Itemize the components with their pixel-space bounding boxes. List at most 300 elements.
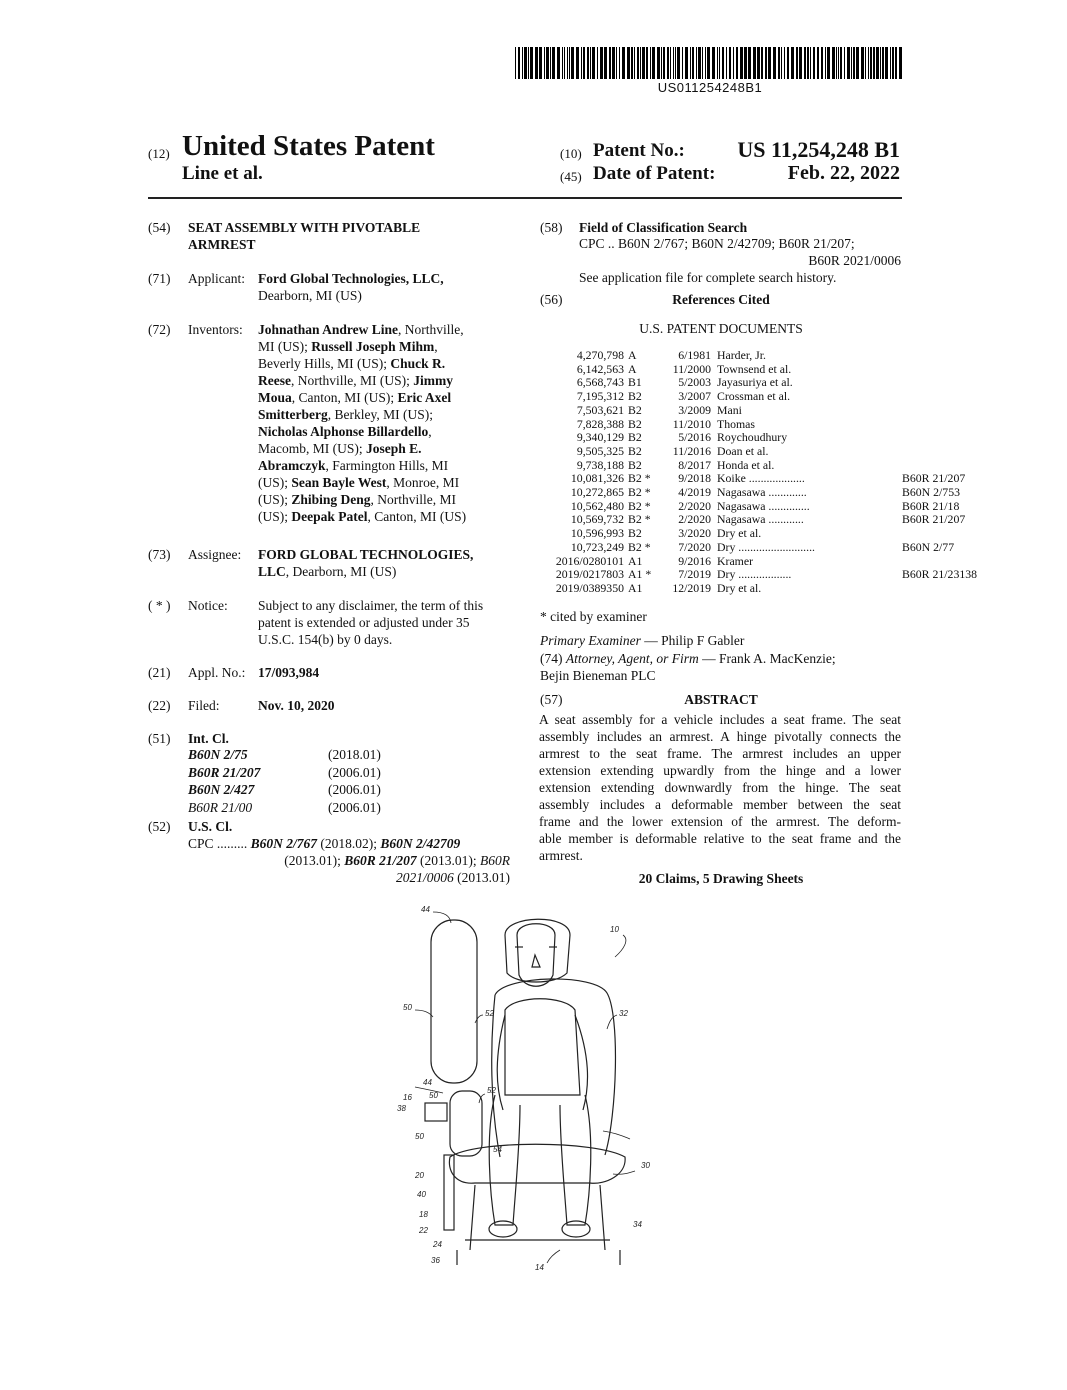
applicant (258, 270, 513, 304)
reference-name: Nagasawa ............. (717, 485, 807, 500)
int-cl-row (188, 746, 381, 764)
invention-title-line1: SEAT ASSEMBLY WITH PIVOTABLE (188, 220, 421, 235)
barcode-bar (609, 47, 611, 79)
inventor-name: Deepak Patel (291, 509, 368, 524)
barcode-bar (634, 47, 635, 79)
barcode-bar (726, 47, 727, 79)
barcode-bar (682, 47, 683, 79)
ref-numeral: 50 (415, 1132, 424, 1141)
cpc-label: CPC ......... (188, 836, 248, 851)
abstract-line: assembly includes a deformable member between the seat (539, 797, 901, 812)
barcode-bar (640, 47, 641, 79)
barcode-bar (892, 47, 894, 79)
barcode-bar (692, 47, 694, 79)
barcode-bar (612, 47, 615, 79)
inid-code-51: (51) (148, 731, 171, 746)
barcode-bar (705, 47, 706, 79)
barcode-bar (600, 47, 603, 79)
int-cl-class: B60N 2/427 (188, 782, 255, 797)
barcode-number: US011254248B1 (657, 80, 763, 95)
inventor-location: , Northville, MI (US); (290, 373, 414, 388)
reference-date: 5/2003 (678, 375, 711, 390)
armrest-upper-extension (431, 920, 477, 1083)
reference-class (902, 555, 977, 569)
inventor-location: (US); (258, 475, 292, 490)
first-inventor-et-al: Line et al. (182, 163, 263, 184)
inventor-name: Reese (258, 373, 291, 388)
field-of-search-label: Field of Classification Search (579, 220, 748, 235)
barcode-bar (650, 47, 651, 79)
barcode-bar (581, 47, 582, 79)
reference-date: 8/2017 (678, 457, 711, 472)
inventor-location: , Canton, MI (US); (291, 390, 398, 405)
appl-no: 17/093,984 (258, 665, 320, 680)
date-of-patent-label: Date of Patent: (593, 163, 716, 184)
barcode-bar (865, 47, 866, 79)
barcode-bar (587, 47, 589, 79)
attorney (540, 650, 836, 684)
reference-row (530, 363, 977, 377)
cpc-date: (2018.02); (317, 836, 381, 851)
reference-class (902, 431, 977, 445)
barcode-bar (840, 47, 842, 79)
barcode-bar (530, 47, 533, 79)
ref-numeral: 32 (619, 1009, 628, 1018)
reference-kind: A1 * (628, 567, 652, 582)
reference-class (902, 418, 977, 432)
barcode-bar (899, 47, 902, 79)
barcode-bar (853, 47, 855, 79)
ref-numeral: 30 (641, 1161, 650, 1170)
barcode-bar (652, 47, 655, 79)
abstract-heading: ABSTRACT (684, 692, 758, 707)
reference-number: 10,081,326 (570, 471, 624, 486)
barcode-bar (868, 47, 869, 79)
claims-and-sheets: 20 Claims, 5 Drawing Sheets (638, 871, 804, 886)
barcode-bar (856, 47, 859, 79)
assignee-label: Assignee: (188, 547, 242, 562)
barcode-bar (539, 47, 542, 79)
head-restraint (505, 919, 570, 982)
reference-class: B60R 21/207 (902, 512, 966, 527)
reference-kind: B2 (628, 443, 642, 458)
int-cl-date: (2006.01) (328, 782, 381, 797)
barcode-bar (882, 47, 884, 79)
barcode-bar (836, 47, 837, 79)
field-of-search-note: See application file for complete search history. (579, 270, 837, 285)
reference-number: 7,828,388 (576, 416, 624, 431)
us-cl-cpc (188, 835, 510, 886)
barcode-bar (817, 47, 819, 79)
reference-number: 7,195,312 (576, 389, 624, 404)
cpc-class: B60N 2/42709 (380, 836, 461, 851)
inid-code-54: (54) (148, 220, 171, 235)
reference-number: 7,503,621 (576, 402, 624, 417)
barcode-bar (631, 47, 633, 79)
barcode-bar (576, 47, 579, 79)
references-cited-label: References Cited (672, 292, 770, 307)
reference-date: 12/2019 (672, 580, 711, 595)
reference-date: 3/2007 (678, 389, 711, 404)
reference-row (530, 445, 977, 459)
int-cl-row (188, 781, 381, 799)
barcode-bar (890, 47, 891, 79)
patent-no-label: Patent No.: (593, 140, 685, 161)
inventor-location: , Berkley, MI (US); (327, 407, 433, 422)
reference-kind: B2 (628, 526, 642, 541)
reference-name: Townsend et al. (717, 361, 792, 376)
reference-name: Dry et al. (717, 580, 762, 595)
reference-row (530, 486, 977, 500)
patent-number: US 11,254,248 B1 (737, 137, 900, 162)
reference-kind: B2 (628, 402, 642, 417)
abstract-line: armrest to the seat frame. The armrest includes an upper (539, 746, 901, 761)
abstract-text (539, 711, 901, 864)
seat-cushion (449, 1144, 625, 1183)
inventor-location: , Monroe, MI (386, 475, 460, 490)
inventor-location: , Northville, MI (370, 492, 457, 507)
barcode-bar (670, 47, 671, 79)
attorney-label: Attorney, Agent, or Firm (565, 651, 699, 666)
inid-code-57: (57) (540, 692, 563, 707)
barcode-bar (696, 47, 697, 79)
inventor-name: Smitterberg (258, 407, 328, 422)
reference-number: 9,738,188 (576, 457, 624, 472)
int-cl-date: (2018.01) (328, 747, 381, 762)
references-table (530, 349, 977, 596)
reference-name: Honda et al. (717, 457, 775, 472)
int-cl-row (188, 799, 381, 817)
reference-row (530, 376, 977, 390)
barcode-bar (518, 47, 520, 79)
reference-row (530, 527, 977, 541)
inventor-name: Joseph E. (366, 441, 422, 456)
filed-label: Filed: (188, 698, 220, 713)
barcode-bar (562, 47, 563, 79)
barcode-bar (717, 47, 718, 79)
reference-name: Dry et al. (717, 526, 762, 541)
barcode (515, 47, 905, 79)
ref-numeral: 14 (535, 1263, 544, 1272)
reference-class (902, 349, 977, 363)
barcode-bar (546, 47, 549, 79)
invention-title-line2: ARMREST (188, 237, 256, 252)
reference-class (902, 363, 977, 377)
reference-date: 3/2009 (678, 402, 711, 417)
abstract-line: frame and the lower extension of the armrest. The deform- (539, 814, 901, 829)
reference-kind: A1 (628, 580, 643, 595)
barcode-bar (637, 47, 639, 79)
reference-row (530, 459, 977, 473)
appl-no-label: Appl. No.: (188, 665, 246, 680)
cpc-class: 2021/0006 (395, 870, 454, 885)
occupant-head (517, 924, 555, 987)
reference-name: Harder, Jr. (717, 348, 766, 362)
reference-row (530, 431, 977, 445)
applicant-label: Applicant: (188, 271, 245, 286)
inventor-location: Macomb, MI (US); (258, 441, 366, 456)
barcode-bar (791, 47, 794, 79)
reference-date: 4/2019 (678, 485, 711, 500)
cpc-date: (2013.01); (284, 853, 345, 868)
inventor-location: , Farmington Hills, MI (325, 458, 449, 473)
ref-numeral: 44 (423, 1078, 432, 1087)
reference-number: 6,142,563 (576, 361, 624, 376)
inid-code-21: (21) (148, 665, 171, 680)
reference-number: 4,270,798 (576, 348, 624, 362)
barcode-bar (761, 47, 763, 79)
ref-numeral: 40 (417, 1190, 426, 1199)
barcode-bar (535, 47, 538, 79)
inid-code-56: (56) (540, 292, 563, 307)
barcode-bar (590, 47, 591, 79)
barcode-bar (832, 47, 835, 79)
barcode-bar (712, 47, 715, 79)
inid-code-74: (74) (540, 651, 566, 666)
reference-number: 2019/0389350 (555, 580, 624, 595)
int-cl-table (188, 746, 381, 816)
reference-number: 10,272,865 (570, 485, 624, 500)
reference-class (902, 376, 977, 390)
field-of-search-line: B60R 2021/0006 (808, 253, 901, 268)
reference-date: 5/2016 (678, 430, 711, 445)
date-of-patent: Feb. 22, 2022 (787, 162, 900, 184)
inid-code-72: (72) (148, 322, 171, 337)
reference-kind: B2 (628, 416, 642, 431)
reference-number: 10,569,732 (570, 512, 624, 527)
barcode-bar (757, 47, 760, 79)
notice-line: Subject to any disclaimer, the term of this (258, 598, 484, 613)
reference-row (530, 418, 977, 432)
barcode-bar (622, 47, 625, 79)
reference-name: Doan et al. (717, 443, 769, 458)
reference-class: B60N 2/753 (902, 485, 961, 500)
ref-numeral: 10 (610, 925, 619, 934)
barcode-bar (583, 47, 585, 79)
notice-text (258, 597, 510, 648)
cited-by-examiner-note: * cited by examiner (540, 609, 647, 624)
reference-date: 7/2020 (678, 539, 711, 554)
hinge-block (425, 1103, 447, 1121)
ref-numeral: 36 (431, 1256, 440, 1265)
reference-row (530, 500, 977, 514)
applicant-location: Dearborn, MI (US) (258, 288, 362, 303)
barcode-bar (619, 47, 620, 79)
barcode-bar (784, 47, 785, 79)
barcode-bar (787, 47, 789, 79)
reference-name: Crossman et al. (717, 389, 791, 404)
inid-code-73: (73) (148, 547, 171, 562)
barcode-bar (880, 47, 881, 79)
cpc-class: B60N 2/767 (250, 836, 318, 851)
barcode-bar (698, 47, 701, 79)
inventor-location: (US); (258, 492, 292, 507)
document-type-title: United States Patent (182, 130, 435, 162)
reference-row (530, 513, 977, 527)
barcode-bar (847, 47, 850, 79)
barcode-bar (515, 47, 516, 79)
reference-kind: B2 * (628, 539, 651, 554)
int-cl-class: B60R 21/207 (188, 764, 261, 780)
reference-class: B60R 21/207 (902, 471, 966, 486)
barcode-bar (729, 47, 731, 79)
barcode-bar (646, 47, 648, 79)
notice-label: Notice: (188, 598, 228, 613)
reference-class (902, 459, 977, 473)
barcode-bar (851, 47, 852, 79)
ref-numeral: 52 (487, 1086, 496, 1095)
barcode-bar (719, 47, 720, 79)
reference-class (902, 404, 977, 418)
barcode-bar (571, 47, 574, 79)
barcode-bar (592, 47, 595, 79)
reference-number: 6,568,743 (576, 375, 624, 390)
applicant-name: Ford Global Technologies, LLC, (258, 271, 444, 286)
filed-date: Nov. 10, 2020 (258, 698, 335, 713)
reference-date: 9/2016 (678, 553, 711, 568)
field-of-search-line: CPC .. B60N 2/767; B60N 2/42709; B60R 21/207; (579, 236, 855, 251)
inventor-location: , (434, 339, 438, 354)
assignee (258, 546, 513, 580)
attorney-firm: Bejin Bieneman PLC (540, 668, 656, 683)
reference-date: 3/2020 (678, 526, 711, 541)
barcode-bar (796, 47, 798, 79)
reference-name: Dry .................. (717, 567, 792, 582)
barcode-bar (667, 47, 669, 79)
reference-name: Jayasuriya et al. (717, 375, 793, 390)
reference-kind: A1 (628, 553, 643, 568)
barcode-bar (844, 47, 845, 79)
int-cl-date: (2006.01) (328, 799, 381, 815)
ref-numeral: 16 (403, 1093, 412, 1102)
inid-code-45: (45) (560, 169, 582, 184)
reference-kind: B2 (628, 430, 642, 445)
inventor-location: (US); (258, 509, 292, 524)
barcode-bar (675, 47, 676, 79)
barcode-bar (722, 47, 724, 79)
reference-number: 10,562,480 (570, 498, 624, 513)
inventor-location: MI (US); (258, 339, 312, 354)
inventor-name: Sean Bayle West (291, 475, 387, 490)
barcode-bar (813, 47, 815, 79)
barcode-bar (557, 47, 560, 79)
primary-examiner-name: — Philip F Gabler (640, 633, 745, 648)
barcode-bar (740, 47, 743, 79)
reference-kind: B2 (628, 389, 642, 404)
reference-date: 2/2020 (678, 498, 711, 513)
barcode-bar (522, 47, 523, 79)
primary-examiner (540, 632, 744, 649)
inventor-name: Chuck R. (390, 356, 446, 371)
int-cl-row (188, 764, 381, 782)
representative-drawing (395, 895, 670, 1280)
barcode-bar (733, 47, 734, 79)
inventors-label: Inventors: (188, 322, 243, 337)
reference-class (902, 390, 977, 404)
reference-class (902, 527, 977, 541)
barcode-bar (616, 47, 617, 79)
reference-class: B60N 2/77 (902, 539, 955, 554)
reference-row (530, 568, 977, 582)
reference-class (902, 445, 977, 459)
reference-name: Thomas (717, 416, 756, 431)
reference-number: 2016/0280101 (555, 553, 624, 568)
barcode-bar (690, 47, 691, 79)
ref-numeral: 20 (415, 1171, 424, 1180)
barcode-bar (524, 47, 527, 79)
barcode-bar (825, 47, 826, 79)
barcode-bar (765, 47, 767, 79)
reference-kind: B2 * (628, 485, 651, 500)
ref-numeral: 44 (421, 905, 430, 914)
reference-number: 10,723,249 (570, 539, 624, 554)
barcode-bar (564, 47, 565, 79)
barcode-bar (569, 47, 570, 79)
barcode-bar (807, 47, 809, 79)
barcode-bar (804, 47, 806, 79)
inventor-name: Nicholas Alphonse Billardello (258, 424, 429, 439)
barcode-bar (597, 47, 598, 79)
barcode-bar (744, 47, 747, 79)
barcode-bar (827, 47, 830, 79)
reference-kind: B2 * (628, 471, 651, 486)
inid-code-52: (52) (148, 819, 171, 834)
ref-numeral: 52 (485, 1009, 494, 1018)
us-cl-label: U.S. Cl. (188, 819, 233, 834)
attorney-name: — Frank A. MacKenzie; (698, 651, 836, 666)
reference-date: 11/2016 (672, 443, 711, 458)
reference-date: 2/2020 (678, 512, 711, 527)
barcode-bar (838, 47, 839, 79)
barcode-bar (552, 47, 555, 79)
reference-row (530, 472, 977, 486)
barcode-bar (895, 47, 897, 79)
barcode-bar (677, 47, 680, 79)
cpc-class: B60R (480, 853, 510, 868)
barcode-bar (685, 47, 688, 79)
abstract-line: extension extending downwardly from the hinge. The seat (539, 780, 901, 795)
barcode-bar (861, 47, 864, 79)
reference-class (902, 582, 977, 596)
reference-class: B60R 21/23138 (902, 567, 978, 582)
barcode-bar (778, 47, 780, 79)
abstract-line: assembly includes an armrest. A hinge pivotally connects the (539, 729, 901, 744)
inventor-name: Jimmy (413, 373, 453, 388)
abstract-line: extension extending upwardly from the hinge and a lower (539, 763, 901, 778)
inventors-list (258, 321, 513, 525)
barcode-bar (663, 47, 665, 79)
ref-numeral: 54 (493, 1145, 502, 1154)
reference-kind: B2 * (628, 512, 651, 527)
barcode-bar (781, 47, 782, 79)
notice-line: U.S.C. 154(b) by 0 days. (258, 632, 393, 647)
field-of-search (579, 235, 901, 286)
abstract-line: armrest. (539, 848, 583, 863)
armrest-lower-extension (450, 1091, 482, 1156)
reference-row (530, 541, 977, 555)
ref-numeral: 38 (397, 1104, 406, 1113)
header-rule (148, 197, 902, 199)
reference-row (530, 349, 977, 363)
reference-kind: B1 (628, 375, 642, 390)
barcode-bar (707, 47, 710, 79)
reference-number: 2019/0217803 (555, 567, 624, 582)
reference-kind: A (628, 361, 637, 376)
assignee-location: , Dearborn, MI (US) (285, 564, 397, 579)
int-cl-class: B60R 21/00 (188, 799, 253, 815)
inventor-name: Russell Joseph Mihm (311, 339, 435, 354)
reference-row (530, 390, 977, 404)
